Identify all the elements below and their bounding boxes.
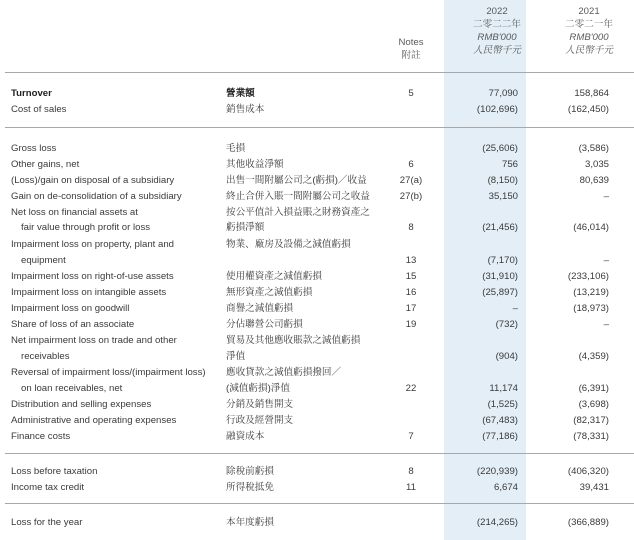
row-note: 16 (405, 287, 417, 298)
row-label-zh: 貿易及其他應收賬款之減值虧損 (226, 335, 361, 346)
year-2021-unit-zh: 人民幣千元 (565, 45, 613, 56)
row-label-zh: 本年度虧損 (226, 517, 274, 528)
year-2022-unit: RMB'000 (477, 32, 517, 43)
row-note: 22 (405, 383, 417, 394)
row-label-zh: 除稅前虧損 (226, 466, 274, 477)
statement-row (0, 142, 634, 155)
statement-row-line1 (0, 366, 634, 379)
row-label-zh: 出售一間附屬公司之(虧損)／收益 (226, 175, 367, 186)
year-2021-label: 2021 (578, 6, 600, 17)
row-value-2021: (18,973) (573, 303, 609, 314)
row-value-2022: (25,897) (482, 287, 518, 298)
row-note: 11 (406, 482, 416, 493)
row-label-en: Impairment loss on property, plant and (11, 239, 174, 250)
row-note: 8 (408, 222, 414, 233)
row-value-2022: (21,456) (482, 222, 518, 233)
statement-row (0, 286, 634, 299)
row-label-zh: 營業額 (226, 88, 255, 99)
row-note: 6 (408, 159, 414, 170)
statement-row (0, 254, 634, 267)
row-label-en-cont: on loan receivables, net (21, 383, 123, 394)
row-label-en: Finance costs (11, 431, 71, 442)
row-label-en: Distribution and selling expenses (11, 399, 152, 410)
row-label-en: Administrative and operating expenses (11, 415, 177, 426)
statement-row (0, 270, 634, 283)
statement-row (0, 174, 634, 187)
row-note: 17 (405, 303, 417, 314)
row-value-2021: – (603, 191, 609, 202)
statement-row (0, 302, 634, 315)
row-note: 27(a) (399, 175, 423, 186)
row-value-2022: (8,150) (487, 175, 518, 186)
row-label-zh: 銷售成本 (226, 104, 265, 115)
statement-row (0, 190, 634, 203)
row-value-2022: – (512, 303, 518, 314)
row-value-2021: – (603, 255, 609, 266)
row-label-en: Loss for the year (11, 517, 83, 528)
statement-row (0, 516, 634, 529)
row-label-zh: 無形資產之減值虧損 (226, 287, 313, 298)
row-label-en: (Loss)/gain on disposal of a subsidiary (11, 175, 175, 186)
row-value-2021: (46,014) (573, 222, 609, 233)
statement-row (0, 221, 634, 234)
row-value-2021: (162,450) (567, 104, 609, 115)
row-value-2022: (77,186) (482, 431, 518, 442)
year-2021-label-zh: 二零二一年 (565, 19, 613, 30)
row-value-2022: 756 (501, 159, 518, 170)
row-label-en: Net impairment loss on trade and other (11, 335, 177, 346)
row-label-zh: 使用權資產之減值虧損 (226, 271, 322, 282)
row-value-2021: 3,035 (584, 159, 609, 170)
row-label-en-cont: receivables (21, 351, 70, 362)
row-value-2022: 77,090 (488, 88, 518, 99)
row-label-en: Impairment loss on right-of-use assets (11, 271, 174, 282)
year-2021-unit: RMB'000 (569, 32, 609, 43)
statement-row (0, 398, 634, 411)
row-value-2022: 11,174 (489, 383, 518, 394)
row-value-2021: (366,889) (567, 517, 609, 528)
row-value-2021: 39,431 (579, 482, 609, 493)
row-label-en: Impairment loss on intangible assets (11, 287, 167, 298)
row-label-en: Impairment loss on goodwill (11, 303, 130, 314)
row-value-2021: (233,106) (567, 271, 609, 282)
row-value-2022: (7,170) (487, 255, 518, 266)
row-note: 13 (405, 255, 417, 266)
row-label-zh: 融資成本 (226, 431, 265, 442)
row-label-en: Income tax credit (11, 482, 85, 493)
row-label-en: Gain on de-consolidation of a subsidiary (11, 191, 182, 202)
row-value-2022: (67,483) (482, 415, 518, 426)
notes-header (390, 36, 432, 62)
row-label-en: Other gains, net (11, 159, 80, 170)
statement-row (0, 87, 634, 100)
row-label-zh: 毛損 (226, 143, 246, 154)
year-2022-unit-zh: 人民幣千元 (473, 45, 521, 56)
row-value-2022: (220,939) (476, 466, 518, 477)
statement-row (0, 103, 634, 116)
header-divider (5, 72, 634, 73)
row-label-en: Turnover (11, 88, 52, 99)
statement-row (0, 382, 634, 395)
row-value-2021: – (603, 319, 609, 330)
row-value-2021: (3,698) (578, 399, 609, 410)
row-value-2021: (82,317) (573, 415, 609, 426)
statement-row (0, 414, 634, 427)
section-divider (5, 453, 634, 454)
row-label-en-cont: equipment (21, 255, 66, 266)
year-2022-label: 2022 (486, 6, 508, 17)
year-2022-header (452, 5, 542, 57)
section-divider (5, 127, 634, 128)
row-label-zh: 商譽之減值虧損 (226, 303, 294, 314)
statement-row-line1 (0, 238, 634, 251)
row-label-zh: 行政及經營開支 (226, 415, 294, 426)
row-value-2022: (102,696) (476, 104, 518, 115)
statement-row (0, 318, 634, 331)
year-2021-header (544, 5, 634, 57)
row-note: 8 (408, 466, 414, 477)
row-label-zh-cont: (減值虧損)淨值 (226, 383, 290, 394)
row-value-2022: (31,910) (482, 271, 518, 282)
row-label-zh: 物業、廠房及設備之減值虧損 (226, 239, 351, 250)
row-label-zh: 分佔聯營公司虧損 (226, 319, 303, 330)
notes-header-en: Notes (398, 37, 424, 48)
row-value-2022: (214,265) (476, 517, 518, 528)
row-label-en: Net loss on financial assets at (11, 207, 138, 218)
row-value-2021: 158,864 (574, 88, 609, 99)
year-2022-label-zh: 二零二二年 (473, 19, 521, 30)
statement-row (0, 481, 634, 494)
section-divider (5, 503, 634, 504)
row-note: 27(b) (399, 191, 423, 202)
row-value-2021: (406,320) (567, 466, 609, 477)
row-label-en-cont: fair value through profit or loss (21, 222, 151, 233)
row-label-en: Reversal of impairment loss/(impairment loss) (11, 367, 206, 378)
row-value-2022: (904) (495, 351, 518, 362)
statement-row (0, 158, 634, 171)
row-value-2022: (732) (495, 319, 518, 330)
statement-row (0, 350, 634, 363)
row-value-2022: (1,525) (487, 399, 518, 410)
row-label-zh: 按公平值計入損益賬之財務資產之 (226, 207, 370, 218)
statement-row (0, 465, 634, 478)
row-note: 7 (408, 431, 414, 442)
row-label-en: Share of loss of an associate (11, 319, 135, 330)
row-value-2022: (25,606) (482, 143, 518, 154)
row-value-2022: 6,674 (493, 482, 518, 493)
row-label-zh-cont: 虧損淨額 (226, 222, 265, 233)
row-value-2021: (13,219) (573, 287, 609, 298)
row-value-2021: (4,359) (578, 351, 609, 362)
row-value-2021: 80,639 (579, 175, 609, 186)
row-value-2021: (3,586) (578, 143, 609, 154)
row-value-2021: (6,391) (578, 383, 609, 394)
statement-row (0, 430, 634, 443)
row-label-en: Loss before taxation (11, 466, 98, 477)
row-label-en: Gross loss (11, 143, 57, 154)
row-value-2022: 35,150 (488, 191, 518, 202)
row-label-zh: 所得稅抵免 (226, 482, 274, 493)
notes-header-zh: 附註 (401, 50, 421, 61)
row-note: 5 (408, 88, 414, 99)
row-label-zh: 其他收益淨額 (226, 159, 284, 170)
row-label-zh-cont: 淨值 (226, 351, 246, 362)
row-note: 19 (405, 319, 417, 330)
row-label-zh: 終止合併入賬一間附屬公司之收益 (226, 191, 370, 202)
row-label-en: Cost of sales (11, 104, 67, 115)
row-label-zh: 應收貸款之減值虧損撥回／ (226, 367, 342, 378)
row-note: 15 (405, 271, 417, 282)
row-label-zh: 分銷及銷售開支 (226, 399, 294, 410)
row-value-2021: (78,331) (573, 431, 609, 442)
statement-row-line1 (0, 206, 634, 219)
statement-row-line1 (0, 334, 634, 347)
